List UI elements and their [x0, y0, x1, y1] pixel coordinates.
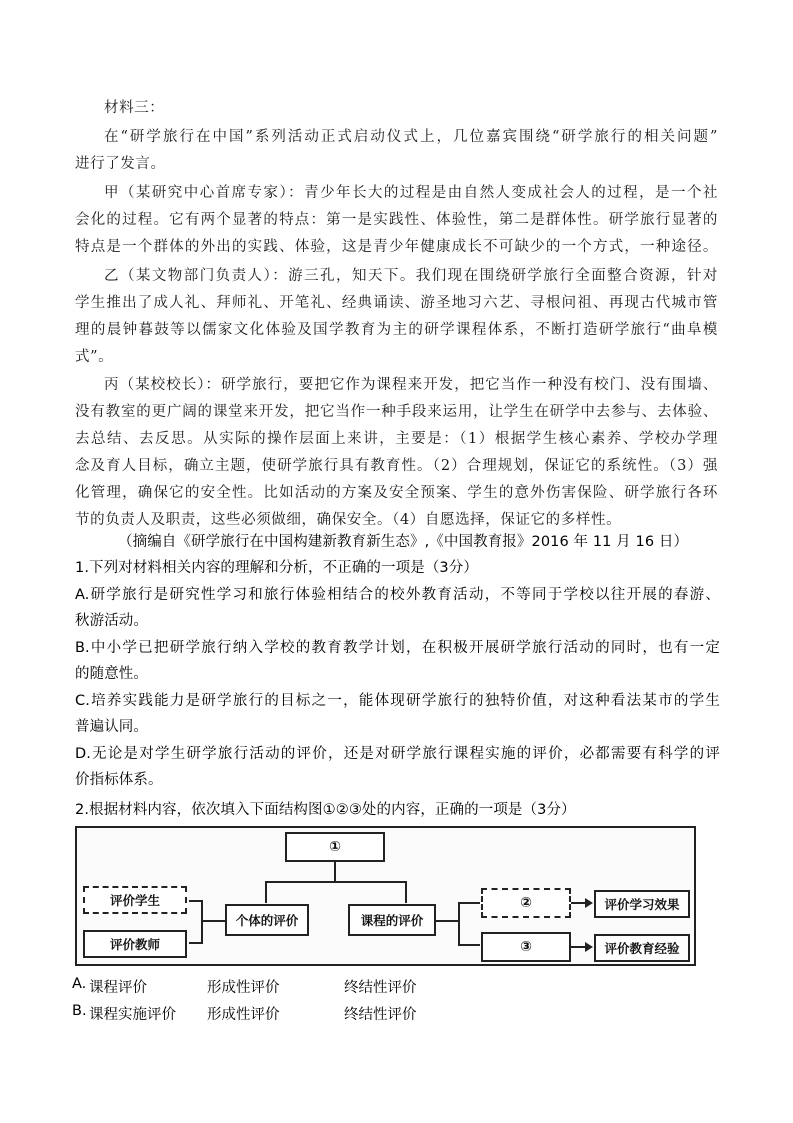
connector-line — [571, 946, 585, 948]
course-evaluation-box: 课程的评价 — [348, 904, 436, 936]
paragraph-line: 节的负责人及职责，这些必须做细，确保安全。（4）自愿选择，保证它的多样性。 — [75, 512, 622, 528]
material-heading: 材料三： — [104, 100, 165, 116]
paragraph-line: 没有教室的更广阔的课堂来开发，把它当作一种手段来运用，让学生在研学中去参与、去体验、 — [75, 404, 718, 420]
paragraph-line: 式”。 — [75, 349, 114, 365]
connector-line — [203, 920, 225, 922]
connector-line — [189, 900, 203, 902]
arrow-right-icon — [585, 898, 593, 908]
paragraph-line: 特点是一个群体的外出的实践、体验，这是青少年健康成长不可缺少的一个方式，一种途径。 — [75, 239, 718, 255]
paragraph-line: 乙（某文物部门负责人）：游三孔，知天下。我们现在围绕研学旅行全面整合资源，针对 — [104, 268, 718, 284]
slot-3-box: ③ — [481, 932, 571, 962]
connector-line — [265, 881, 407, 883]
connector-line — [571, 902, 585, 904]
connector-line — [458, 902, 460, 946]
individual-evaluation-box: 个体的评价 — [225, 904, 309, 936]
option-d-line: 价指标体系。 — [75, 772, 163, 788]
paragraph-line: 理的晨钟暮鼓等以儒家文化体验及国学教育为主的研学课程体系，不断打造研学旅行“曲阜模 — [75, 322, 718, 338]
connector-line — [458, 902, 480, 904]
connector-line — [334, 862, 336, 882]
diagram-top-box: ① — [285, 832, 385, 862]
arrow-right-icon — [585, 942, 593, 952]
option-d-line: D.无论是对学生研学旅行活动的评价，还是对研学旅行课程实施的评价，必都需要有科学的评 — [75, 746, 720, 762]
paragraph-line: 化管理，确保它的安全性。比如活动的方案及安全预案、学生的意外伤害保险、研学旅行各环 — [75, 485, 718, 501]
connector-line — [265, 881, 267, 903]
evaluate-teaching-experience-box: 评价教育经验 — [594, 934, 690, 962]
connector-line — [189, 942, 203, 944]
option-b-line: B.中小学已把研学旅行纳入学校的教育教学计划，在积极开展研学旅行活动的同时，也有一定 — [75, 640, 720, 656]
option-a-line: A.研学旅行是研究性学习和旅行体验相结合的校外教育活动，不等同于学校以往开展的春游、 — [75, 587, 720, 603]
option-choice-3: 终结性评价 — [344, 1007, 417, 1023]
paragraph-line: 会化的过程。它有两个显著的特点：第一是实践性、体验性，第二是群体性。研学旅行显著的 — [75, 212, 718, 228]
paragraph-line: 去总结、去反思。从实际的操作层面上来讲，主要是：（1）根据学生核心素养、学校办学理 — [75, 431, 718, 447]
option-a-line: 秋游活动。 — [75, 613, 148, 629]
option-letter: A. — [72, 976, 87, 992]
paragraph-line: 在“研学旅行在中国”系列活动正式启动仪式上，几位嘉宾围绕“研学旅行的相关问题” — [104, 129, 718, 145]
connector-line — [436, 920, 458, 922]
paragraph-line: 学生推出了成人礼、拜师礼、开笔礼、经典诵读、游圣地习六艺、寻根问祖、再现古代城市管 — [75, 295, 718, 311]
question-2-stem: 2.根据材料内容，依次填入下面结构图①②③处的内容，正确的一项是（3分） — [75, 802, 576, 818]
source-citation: （摘编自《研学旅行在中国构建新教育新生态》,《中国教育报》2016 年 11 月 16 日） — [118, 534, 689, 550]
option-c-line: C.培养实践能力是研学旅行的目标之一，能体现研学旅行的独特价值，对这种看法某市的学生 — [75, 693, 720, 709]
option-choice-1: 课程实施评价 — [89, 1007, 176, 1023]
option-choice-2: 形成性评价 — [207, 1007, 280, 1023]
option-choice-3: 终结性评价 — [344, 980, 417, 996]
connector-line — [201, 900, 203, 944]
paragraph-line: 丙（某校校长）：研学旅行，要把它作为课程来开发，把它当作一种没有校门、没有围墙、 — [104, 377, 718, 393]
paragraph-line: 甲（某研究中心首席专家）：青少年长大的过程是由自然人变成社会人的过程，是一个社 — [104, 185, 718, 201]
evaluate-teachers-box: 评价教师 — [83, 930, 187, 958]
structure-diagram — [75, 826, 696, 966]
evaluate-students-box: 评价学生 — [83, 886, 187, 914]
evaluate-learning-effect-box: 评价学习效果 — [594, 890, 690, 918]
option-b-line: 的随意性。 — [75, 666, 148, 682]
option-c-line: 普遍认同。 — [75, 719, 148, 735]
paragraph-line: 进行了发言。 — [75, 156, 166, 172]
connector-line — [405, 881, 407, 903]
slot-2-box: ② — [481, 888, 571, 918]
connector-line — [458, 944, 480, 946]
option-choice-1: 课程评价 — [89, 980, 147, 996]
option-choice-2: 形成性评价 — [207, 980, 280, 996]
paragraph-line: 念及育人目标，确立主题，使研学旅行具有教育性。（2）合理规划，保证它的系统性。（3）强 — [75, 458, 718, 474]
question-1-stem: 1.下列对材料相关内容的理解和分析，不正确的一项是（3分） — [75, 560, 478, 576]
option-letter: B. — [72, 1003, 87, 1019]
